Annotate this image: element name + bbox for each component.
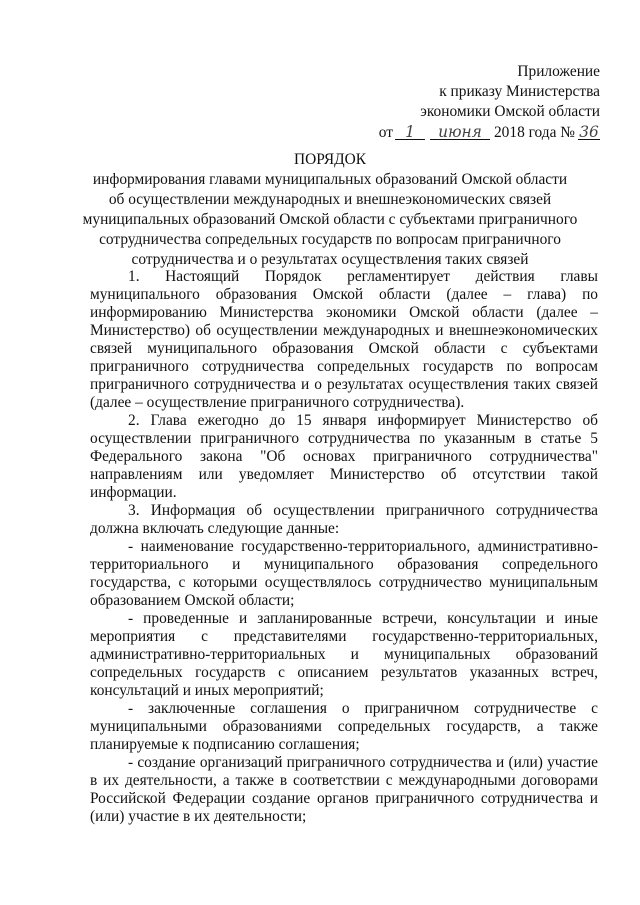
paragraph-2-line: осуществлении приграничного сотрудничества по указанным в статье 5	[90, 430, 598, 447]
list-item-line: государства, с которыми осуществлялось сотрудничество муниципальным	[90, 574, 598, 591]
list-item-line: мероприятия с представителями государственно-территориальных,	[90, 628, 598, 645]
appendix-header	[379, 62, 600, 143]
paragraph-3-line: 3. Информация об осуществлении приграничного сотрудничества	[128, 502, 598, 519]
list-item-line: - проведенные и запланированные встречи, консультации и иные	[128, 610, 598, 627]
appendix-date-line	[379, 122, 600, 143]
list-item-line: территориального и муниципального образования сопредельного	[90, 556, 598, 573]
paragraph-2-line: направлениям или уведомляет Министерство об отсутствии такой	[90, 466, 598, 483]
list-item-line: - заключенные соглашения о приграничном сотрудничестве с	[128, 700, 598, 717]
paragraph-2-line: 2. Глава ежегодно до 15 января информирует Министерство об	[128, 412, 598, 429]
list-item-line: Российской Федерации создание органов приграничного сотрудничества и	[90, 790, 598, 807]
list-item-line: образованием Омской области;	[90, 592, 295, 609]
document-title	[60, 150, 600, 270]
paragraph-1-line: Министерство) об осуществлении международных и внешнеэкономических	[90, 322, 598, 339]
appendix-title: Приложение	[517, 63, 600, 80]
paragraph-1-line: приграничного сотрудничества и о результатах осуществления таких связей	[90, 376, 598, 393]
title-heading: ПОРЯДОК	[294, 151, 366, 168]
date-month-handwritten: июня	[430, 122, 490, 140]
list-item-line: административно-территориальных и муниципальных образований	[90, 646, 598, 663]
paragraph-1-line: связей муниципального образования Омской области с субъектами	[90, 340, 598, 357]
list-item-line: сопредельных государств с описанием результатов указанных встреч,	[90, 664, 598, 681]
paragraph-1-line: информированию Министерства экономики Омской области (далее –	[90, 304, 598, 321]
list-item-line: муниципальными образованиями сопредельных государств, а также	[90, 718, 598, 735]
order-number-handwritten: 36	[579, 123, 599, 141]
appendix-order-ref: к приказу Министерства	[439, 83, 600, 100]
paragraph-1-line: (далее – осуществление приграничного сотрудничества).	[90, 394, 465, 411]
title-line: сотрудничества и о результатах осуществления таких связей	[131, 251, 529, 268]
date-prefix: от	[378, 124, 393, 141]
date-day-handwritten: 1	[395, 122, 425, 140]
title-line: об осуществлении международных и внешнеэкономических связей	[108, 191, 552, 208]
paragraph-1-line: 1. Настоящий Порядок регламентирует действия главы	[128, 268, 598, 285]
list-item-line: (или) участие в их деятельности;	[90, 808, 307, 825]
paragraph-1-line: муниципального образования Омской области (далее – глава) по	[90, 286, 598, 303]
list-item-line: в их деятельности, а также в соответствии с международными договорами	[90, 772, 598, 789]
title-line: сотрудничества сопредельных государств по вопросам приграничного	[99, 231, 561, 248]
date-year-number-label: 2018 года №	[493, 124, 575, 141]
appendix-ministry: экономики Омской области	[420, 103, 600, 120]
title-line: информирования главами муниципальных образований Омской области	[92, 171, 568, 188]
list-item-line: - создание организаций приграничного сотрудничества и (или) участие	[128, 754, 598, 771]
paragraph-2-line: Федерального закона "Об основах приграничного сотрудничества"	[90, 448, 598, 465]
list-item-line: консультаций и иных мероприятий;	[90, 682, 324, 699]
list-item-line: планируемые к подписанию соглашения;	[90, 736, 360, 753]
paragraph-3-line: должна включать следующие данные:	[90, 520, 340, 537]
list-item-line: - наименование государственно-территориального, административно-	[128, 538, 598, 555]
title-line: муниципальных образований Омской области с субъектами приграничного	[82, 211, 578, 228]
paragraph-2-line: информации.	[90, 484, 177, 501]
paragraph-1-line: приграничного сотрудничества сопредельных государств по вопросам	[90, 358, 598, 375]
document-body	[90, 268, 598, 826]
